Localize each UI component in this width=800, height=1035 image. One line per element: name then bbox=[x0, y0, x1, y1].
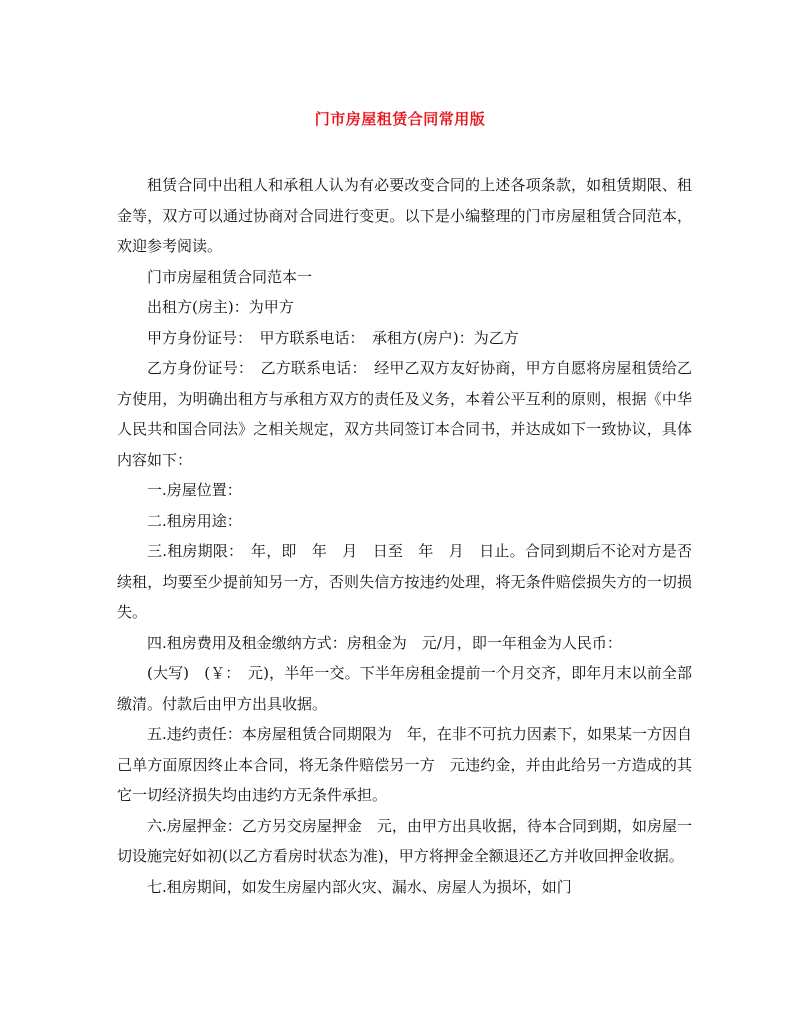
clause-7-damage: 七.租房期间，如发生房屋内部火灾、漏水、房屋人为损坏，如门 bbox=[147, 877, 572, 896]
clause-3-term: 三.租房期限： 年，即 年 月 日至 年 月 日止。合同到期后不论对方是否续租，均要至少提前知另一方，否则失信方按违约处理，将无条件赔偿损失方的一切损失。 bbox=[117, 542, 692, 621]
clause-2-purpose: 二.租房用途： bbox=[147, 511, 242, 530]
sample-heading: 门市房屋租赁合同范本一 bbox=[147, 267, 313, 286]
clause-1-location: 一.房屋位置： bbox=[147, 481, 242, 499]
clause-4-rent: 四.租房费用及租金缴纳方式：房租金为 元/月，即一年租金为人民币： bbox=[147, 633, 622, 652]
clause-4-rent-continued: (大写) (￥： 元)，半年一交。下半年房租金提前一个月交齐，即年月末以前全部缴清。付款后由甲方出具收据。 bbox=[117, 664, 692, 713]
party-b-id-paragraph: 乙方身份证号： 乙方联系电话： 经甲乙双方友好协商，甲方自愿将房屋租赁给乙方使用，为明确出租方与承租方双方的责任及义务，本着公平互利的原则，根据《中华人民共和国合同法》之相关规定，双方共同签订本合同书，并达成如下一致协议，具体内容如下： bbox=[117, 359, 692, 469]
document-title: 门市房屋租赁合同常用版 bbox=[314, 110, 486, 128]
intro-paragraph: 租赁合同中出租人和承租人认为有必要改变合同的上述各项条款，如租赁期限、租金等，双方可以通过协商对合同进行变更。以下是小编整理的门市房屋租赁合同范本，欢迎参考阅读。 bbox=[117, 176, 692, 255]
party-a-id-line: 甲方身份证号： 甲方联系电话： 承租方(房户)：为乙方 bbox=[147, 328, 519, 347]
lessor-line: 出租方(房主)：为甲方 bbox=[147, 298, 294, 316]
clause-5-liability: 五.违约责任：本房屋租赁合同期限为 年，在非不可抗力因素下，如果某一方因自己单方面原因终止本合同，将无条件赔偿另一方 元违约金，并由此给另一方造成的其它一切经济损失均由违约方无条件承担。 bbox=[117, 725, 692, 804]
clause-6-deposit: 六.房屋押金：乙方另交房屋押金 元，由甲方出具收据，待本合同到期，如房屋一切设施完好如初(以乙方看房时状态为准)，甲方将押金全额退还乙方并收回押金收据。 bbox=[117, 816, 692, 865]
document-body bbox=[117, 170, 692, 902]
